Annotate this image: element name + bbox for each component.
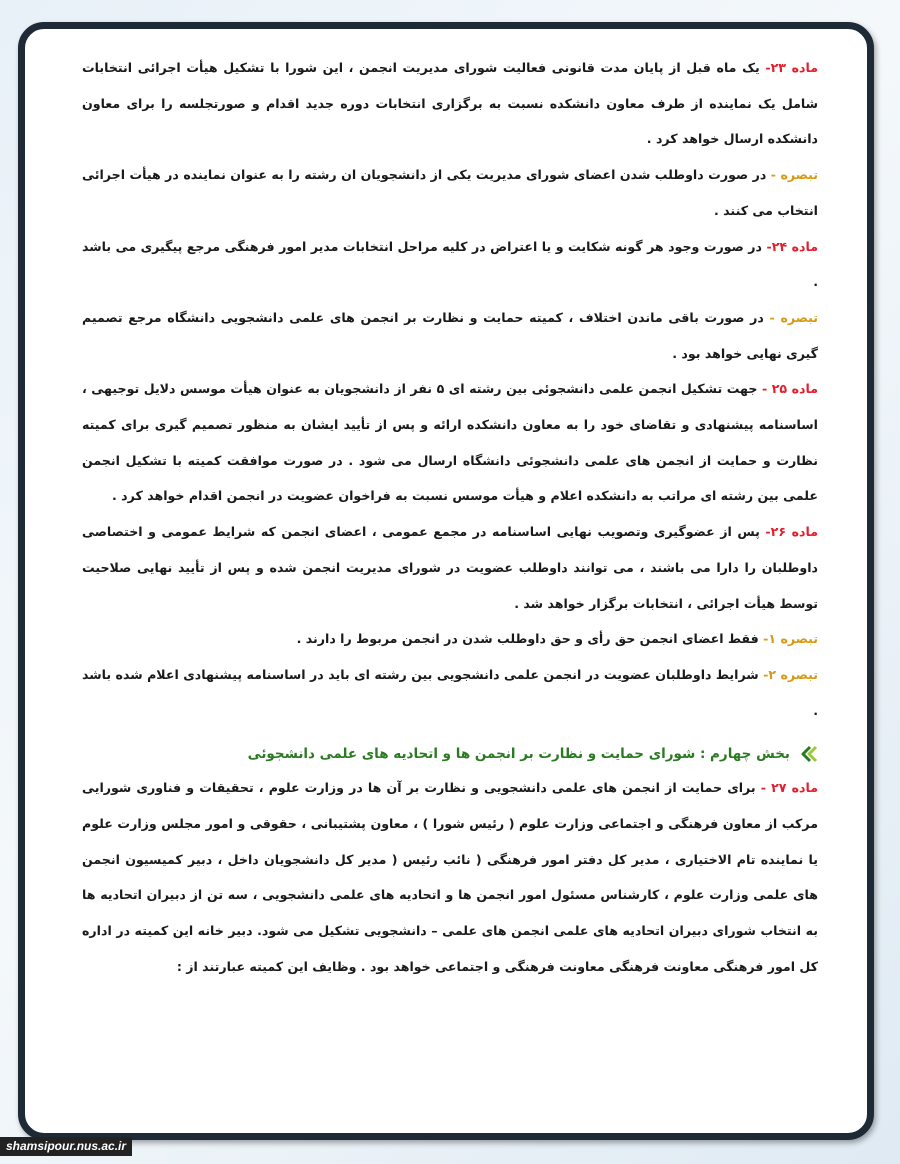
paragraph-article-27 bbox=[82, 770, 818, 984]
paragraph-text: شرایط داوطلبان عضویت در انجمن علمی دانشجویی بین رشته ای باید در اساسنامه پیشنهادی اعلام شده باشد . bbox=[82, 666, 818, 718]
paragraph-label: تبصره - bbox=[769, 309, 818, 325]
paragraph-label: تبصره ۱- bbox=[763, 631, 818, 647]
paragraph-text: پس از عضوگیری وتصویب نهایی اساسنامه در مجمع عمومی ، اعضای انجمن که شرایط عمومی و اختصاصی داوطلبان را دارا می باشند ، می توانند داوطلب عضویت در شورای مدیریت انجمن شده و پس از تأیید نهایی صلاحیت توسط هیأت اجرائی ، انتخابات برگزار خواهد شد . bbox=[82, 524, 818, 611]
paragraph-text: برای حمایت از انجمن های علمی دانشجویی و نظارت بر آن ها در وزارت علوم ، تحقیقات و فناوری شورایی مرکب از معاون فرهنگی و اجتماعی وزارت علوم ( رئیس شورا ) ، معاون پشتیبانی ، حقوقی و امور مجلس وزارت علوم یا نماینده تام الاختیاری ، مدیر کل دفتر امور فرهنگی ( نائب رئیس ( مدیر کل دانشجویان داخل ، دبیر کمیسیون انجمن های علمی وزارت علوم ، کارشناس مسئول امور انجمن ها و اتحادیه های علمی دانشجویی ، سه تن از دبیران اتحادیه ها به انتخاب شورای دبیران اتحادیه های علمی انجمن های علمی – دانشجویی تشکیل می شود. دبیر خانه این کمیته در اداره کل امور فرهنگی معاونت فرهنگی معاونت فرهنگی و اجتماعی خواهد بود . وظایف این کمیته عبارتند از : bbox=[82, 780, 818, 974]
paragraph-text: در صورت باقی ماندن اختلاف ، کمیته حمایت و نظارت بر انجمن های علمی دانشجویی دانشگاه مرجع تصمیم گیری نهایی خواهد بود . bbox=[82, 309, 818, 361]
paragraph-text: در صورت وجود هر گونه شکایت و یا اعتراض در کلیه مراحل انتخابات مدیر امور فرهنگی مرجع پیگیری می باشد . bbox=[82, 238, 818, 290]
paragraph-note-1 bbox=[82, 621, 818, 657]
paragraph-label: ماده ۲۳- bbox=[765, 60, 818, 75]
paragraph-note bbox=[82, 157, 818, 228]
paragraph-text: فقط اعضای انجمن حق رأی و حق داوطلب شدن در انجمن مربوط را دارند . bbox=[296, 631, 764, 647]
paragraph-label: ماده ۲۴- bbox=[766, 238, 818, 254]
paragraph-text: در صورت داوطلب شدن اعضای شورای مدیریت یکی از دانشجویان ان رشته را به عنوان نماینده در هیأت اجرائی انتخاب می کنند . bbox=[82, 167, 818, 218]
paragraph-note bbox=[82, 300, 818, 371]
document-body bbox=[82, 50, 818, 985]
paragraph-label: تبصره ۲- bbox=[763, 666, 818, 682]
paragraph-label: ماده ۲۶- bbox=[765, 524, 819, 540]
paragraph-text: جهت تشکیل انجمن علمی دانشجوئی بین رشته ای ۵ نفر از دانشجویان به عنوان هیأت موسس دلایل توجیهی ، اساسنامه پیشنهادی و تقاضای خود را به معاون دانشکده ارائه و پس از تأیید ایشان به منظور تصمیم گیری برای کمیته نظارت و حمایت از انجمن های علمی دانشجوئی دانشگاه ارسال می شود . در صورت موافقت کمیته با تشکیل انجمن علمی بین رشته ای مراتب به دانشکده اعلام و هیأت موسس نسبت به فراخوان عضویت در انجمن اقدام خواهد کرد . bbox=[82, 381, 818, 504]
paragraph-label: ماده ۲۷ - bbox=[760, 780, 818, 796]
section-label: بخش چهارم : bbox=[699, 746, 790, 763]
section-heading bbox=[82, 738, 818, 770]
paragraph-text: یک ماه قبل از پایان مدت قانونی فعالیت شورای مدیریت انجمن ، این شورا با تشکیل هیأت اجرائی انتخابات شامل یک نماینده از طرف معاون دانشکده نسبت به برگزاری انتخابات دوره جدید اقدام و صورتجلسه را برای معاون دانشکده ارسال خواهد کرد . bbox=[82, 60, 818, 147]
section-title-text: شورای حمایت و نظارت بر انجمن ها و اتحادیه های علمی دانشجوئی bbox=[247, 746, 700, 763]
paragraph-article-24 bbox=[82, 229, 818, 300]
paragraph-article-23 bbox=[82, 50, 818, 157]
watermark: shamsipour.nus.ac.ir bbox=[0, 1137, 132, 1156]
paragraph-label: تبصره - bbox=[770, 167, 818, 183]
paragraph-article-25 bbox=[82, 371, 818, 514]
paragraph-label: ماده ۲۵ - bbox=[761, 381, 819, 397]
paragraph-article-26 bbox=[82, 514, 818, 621]
paragraph-note-2 bbox=[82, 657, 818, 728]
section-title bbox=[248, 738, 790, 770]
double-chevron-icon bbox=[798, 745, 818, 763]
